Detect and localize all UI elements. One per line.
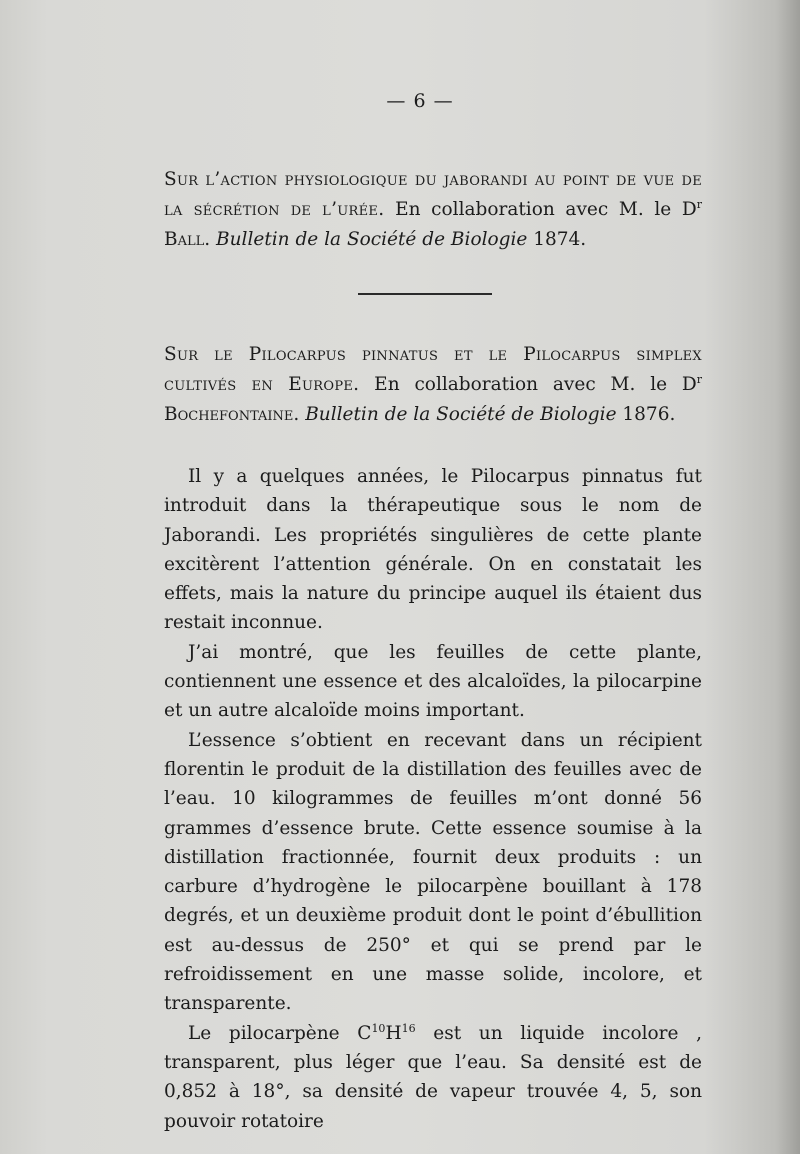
paragraph-last xyxy=(164,1019,702,1136)
entry-2-collab: En collaboration avec M. le D xyxy=(359,374,697,395)
entry-2-dr-sup: r xyxy=(696,372,702,386)
bibliography-entry-1 xyxy=(164,165,702,255)
last-paragraph-end: est un liquide incolore , transparent, plus léger que l’eau. Sa densité est de 0,852 à 18°, sa densité de vapeur trouvée 4, 5, son pouvoir rotatoire xyxy=(164,1022,702,1132)
entry-1-journal: Bulletin de la Société de Biologie xyxy=(210,229,528,250)
entry-2-author: Bochefontaine. xyxy=(164,404,300,425)
entry-2-year: 1876. xyxy=(616,404,676,425)
paragraph: J’ai montré, que les feuilles de cette plante, contiennent une essence et des alcaloïdes, la pilocarpine et un autre alcaloïde moins important. xyxy=(164,641,702,722)
entry-2-title: Sur le Pilocarpus pinnatus et le Pilocarpus simplex cultivés en Europe. xyxy=(164,344,702,395)
bibliography-entry-2 xyxy=(164,340,702,430)
last-paragraph-start: Le pilocarpène C xyxy=(188,1022,372,1044)
paragraph: L’essence s’obtient en recevant dans un récipient florentin le produit de la distillation des feuilles avec de l’eau. 10 kilogrammes de feuilles m’ont donné 56 grammes d’essence brute. Cette essence soumise à la distillation fractionnée, fournit deux produits : un carbure d’hydrogène le pilocarpène bouillant à 178 degrés, et un deuxième produit dont le point d’ébullition est au-dessus de 250° et qui se prend par le refroidissement en une masse solide, incolore, et transparente. xyxy=(164,729,702,1015)
page-number: — 6 — xyxy=(386,90,454,112)
section-divider xyxy=(358,293,492,295)
formula-h: H xyxy=(385,1022,402,1044)
formula-sup-1: 10 xyxy=(371,1021,386,1035)
paragraph: Il y a quelques années, le Pilocarpus pinnatus fut introduit dans la thérapeutique sous le nom de Jaborandi. Les propriétés singulières de cette plante excitèrent l’attention générale. On en constatait les effets, mais la nature du principe auquel ils étaient dus restait inconnue. xyxy=(164,466,702,634)
body-text xyxy=(164,462,702,1136)
formula-sup-2: 16 xyxy=(401,1021,416,1035)
entry-1-author: Ball. xyxy=(164,229,211,250)
entry-1-title: Sur l’action physiologique du jaborandi au point de vue de la sécrétion de l’urée. xyxy=(164,169,702,220)
entry-1-dr-sup: r xyxy=(696,197,702,211)
entry-1-year: 1874. xyxy=(527,229,587,250)
entry-1-collab: En collaboration avec M. le D xyxy=(384,199,697,220)
entry-2-journal: Bulletin de la Société de Biologie xyxy=(299,404,617,425)
